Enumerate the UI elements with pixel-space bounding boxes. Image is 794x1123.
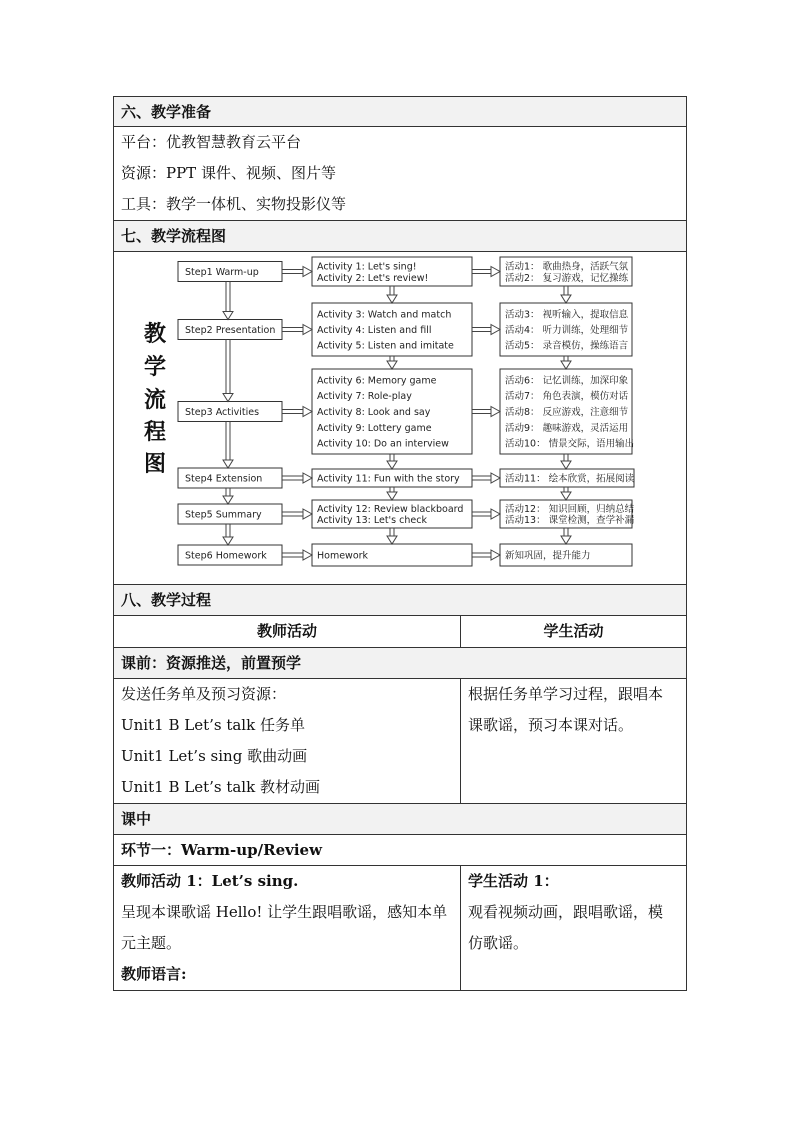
activity-to-goal-arrow-head (491, 407, 500, 417)
activity-to-goal-arrow-head (491, 550, 500, 560)
goal-label: 活动3： 视听输入，提取信息 (505, 309, 629, 321)
teaching-flowchart (114, 252, 686, 585)
goal-label: 活动7： 角色表演，模仿对话 (505, 391, 629, 403)
pre-teacher-line: Unit1 Let’s sing 歌曲动画 (121, 747, 308, 765)
activity-1-row (113, 866, 687, 991)
activity-down-arrow-head (387, 492, 397, 500)
step-to-activity-arrow-head (303, 509, 312, 519)
step-to-activity-arrow-head (303, 550, 312, 560)
student-activity-header: 学生活动 (543, 622, 604, 640)
teacher-activity-1-text: 元主题。 (121, 934, 182, 952)
in-class-heading: 课中 (113, 804, 687, 835)
goal-label: 活动13： 课堂检测，查学补漏 (505, 515, 635, 526)
goal-label: 活动4： 听力训练，处理细节 (505, 325, 629, 336)
pre-class-student-cell (461, 679, 686, 803)
step-down-arrow-head (223, 496, 233, 504)
step-down-arrow-head (223, 312, 233, 320)
step-to-activity-arrow-head (303, 473, 312, 483)
activity-down-arrow-head (387, 295, 397, 303)
step-down-arrow-head (223, 394, 233, 402)
step-label: Step2 Presentation (185, 325, 276, 336)
activity-to-goal-arrow-head (491, 325, 500, 335)
activity-label: Activity 12: Review blackboard (317, 504, 464, 515)
activity-label: Activity 10: Do an interview (317, 438, 449, 450)
section-6-body (113, 127, 687, 221)
activity-down-arrow-head (387, 361, 397, 369)
pre-class-heading: 课前：资源推送，前置预学 (113, 648, 687, 679)
goal-label: 活动2： 复习游戏，记忆操练 (505, 272, 629, 284)
pre-class-teacher-cell (114, 679, 461, 803)
activity-label: Activity 1: Let's sing! (317, 261, 417, 273)
goal-label: 活动6： 记忆训练，加深印象 (505, 375, 629, 387)
pre-teacher-line: Unit1 B Let’s talk 任务单 (121, 716, 305, 734)
flowchart-side-title-char: 图 (144, 451, 167, 477)
step-to-activity-arrow-head (303, 325, 312, 335)
student-activity-1-text: 观看视频动画，跟唱歌谣，模 (468, 903, 664, 921)
section-6-title: 六、教学准备 (113, 96, 687, 127)
activity-label: Activity 11: Fun with the story (317, 473, 460, 485)
section-7-title: 七、教学流程图 (113, 221, 687, 252)
goal-label: 活动11： 绘本欣赏，拓展阅读 (505, 473, 635, 485)
step-down-arrow-head (223, 460, 233, 468)
teacher-activity-1-text: 呈现本课歌谣 Hello! 让学生跟唱歌谣，感知本单 (121, 903, 448, 921)
flowchart-side-title-char: 程 (144, 419, 167, 445)
activity-down-arrow-head (387, 536, 397, 544)
platform-line: 平台：优教智慧教育云平台 (121, 133, 302, 151)
lesson-plan-document (113, 96, 687, 991)
teacher-activity-1-cell (114, 866, 461, 990)
tools-line: 工具：教学一体机、实物投影仪等 (121, 195, 347, 213)
activity-label: Activity 7: Role-play (317, 391, 412, 403)
student-activity-1-title: 学生活动 1： (468, 872, 559, 890)
step-label: Step4 Extension (185, 473, 263, 485)
pre-teacher-line: 发送任务单及预习资源： (121, 685, 287, 703)
teacher-activity-header: 教师活动 (114, 616, 461, 647)
goal-label: 活动12： 知识回顾，归纳总结 (505, 504, 635, 515)
student-activity-1-cell (461, 866, 686, 990)
column-header-row (113, 616, 687, 648)
step-to-activity-arrow-head (303, 267, 312, 277)
teacher-activity-1-title: 教师活动 1：Let’s sing. (121, 872, 299, 890)
goal-down-arrow-head (561, 361, 571, 369)
goal-down-arrow-head (561, 461, 571, 469)
pre-teacher-line: Unit1 B Let’s talk 教材动画 (121, 778, 320, 796)
student-activity-1-text: 仿歌谣。 (468, 934, 529, 952)
step-to-activity-arrow-head (303, 407, 312, 417)
step-label: Step5 Summary (185, 509, 262, 521)
stage-1-heading: 环节一：Warm-up/Review (113, 835, 687, 866)
flowchart-side-title-char: 学 (144, 354, 167, 380)
pre-class-row (113, 679, 687, 804)
activity-label: Homework (317, 550, 369, 562)
activity-label: Activity 4: Listen and fill (317, 325, 432, 336)
goal-down-arrow-head (561, 492, 571, 500)
activity-label: Activity 5: Listen and imitate (317, 340, 454, 352)
activity-label: Activity 9: Lottery game (317, 422, 432, 434)
pre-student-line: 课歌谣，预习本课对话。 (468, 716, 634, 734)
goal-label: 活动10： 情景交际，语用输出 (505, 438, 635, 450)
teacher-language-label: 教师语言: (121, 965, 187, 983)
flowchart-side-title-char: 流 (144, 387, 167, 413)
goal-label: 新知巩固，提升能力 (505, 550, 591, 562)
step-label: Step3 Activities (185, 407, 260, 418)
pre-student-line: 根据任务单学习过程，跟唱本 (468, 685, 664, 703)
flowchart-cell (113, 252, 687, 585)
activity-to-goal-arrow-head (491, 473, 500, 483)
activity-label: Activity 3: Watch and match (317, 309, 452, 321)
step-down-arrow-head (223, 537, 233, 545)
goal-down-arrow-head (561, 295, 571, 303)
goal-down-arrow-head (561, 536, 571, 544)
activity-to-goal-arrow-head (491, 509, 500, 519)
goal-label: 活动5： 录音模仿，操练语言 (505, 340, 629, 352)
goal-label: 活动1： 歌曲热身，活跃气氛 (505, 261, 629, 273)
step-label: Step1 Warm-up (185, 267, 259, 278)
activity-label: Activity 8: Look and say (317, 407, 431, 418)
goal-label: 活动9： 趣味游戏，灵活运用 (505, 422, 629, 434)
section-8-title: 八、教学过程 (113, 585, 687, 616)
activity-label: Activity 6: Memory game (317, 375, 437, 387)
goal-label: 活动8： 反应游戏，注意细节 (505, 407, 629, 418)
resources-line: 资源：PPT 课件、视频、图片等 (121, 164, 336, 182)
flowchart-side-title-char: 教 (144, 321, 167, 347)
activity-label: Activity 13: Let's check (317, 515, 427, 526)
activity-label: Activity 2: Let's review! (317, 272, 429, 284)
step-label: Step6 Homework (185, 550, 267, 562)
activity-down-arrow-head (387, 461, 397, 469)
activity-to-goal-arrow-head (491, 267, 500, 277)
